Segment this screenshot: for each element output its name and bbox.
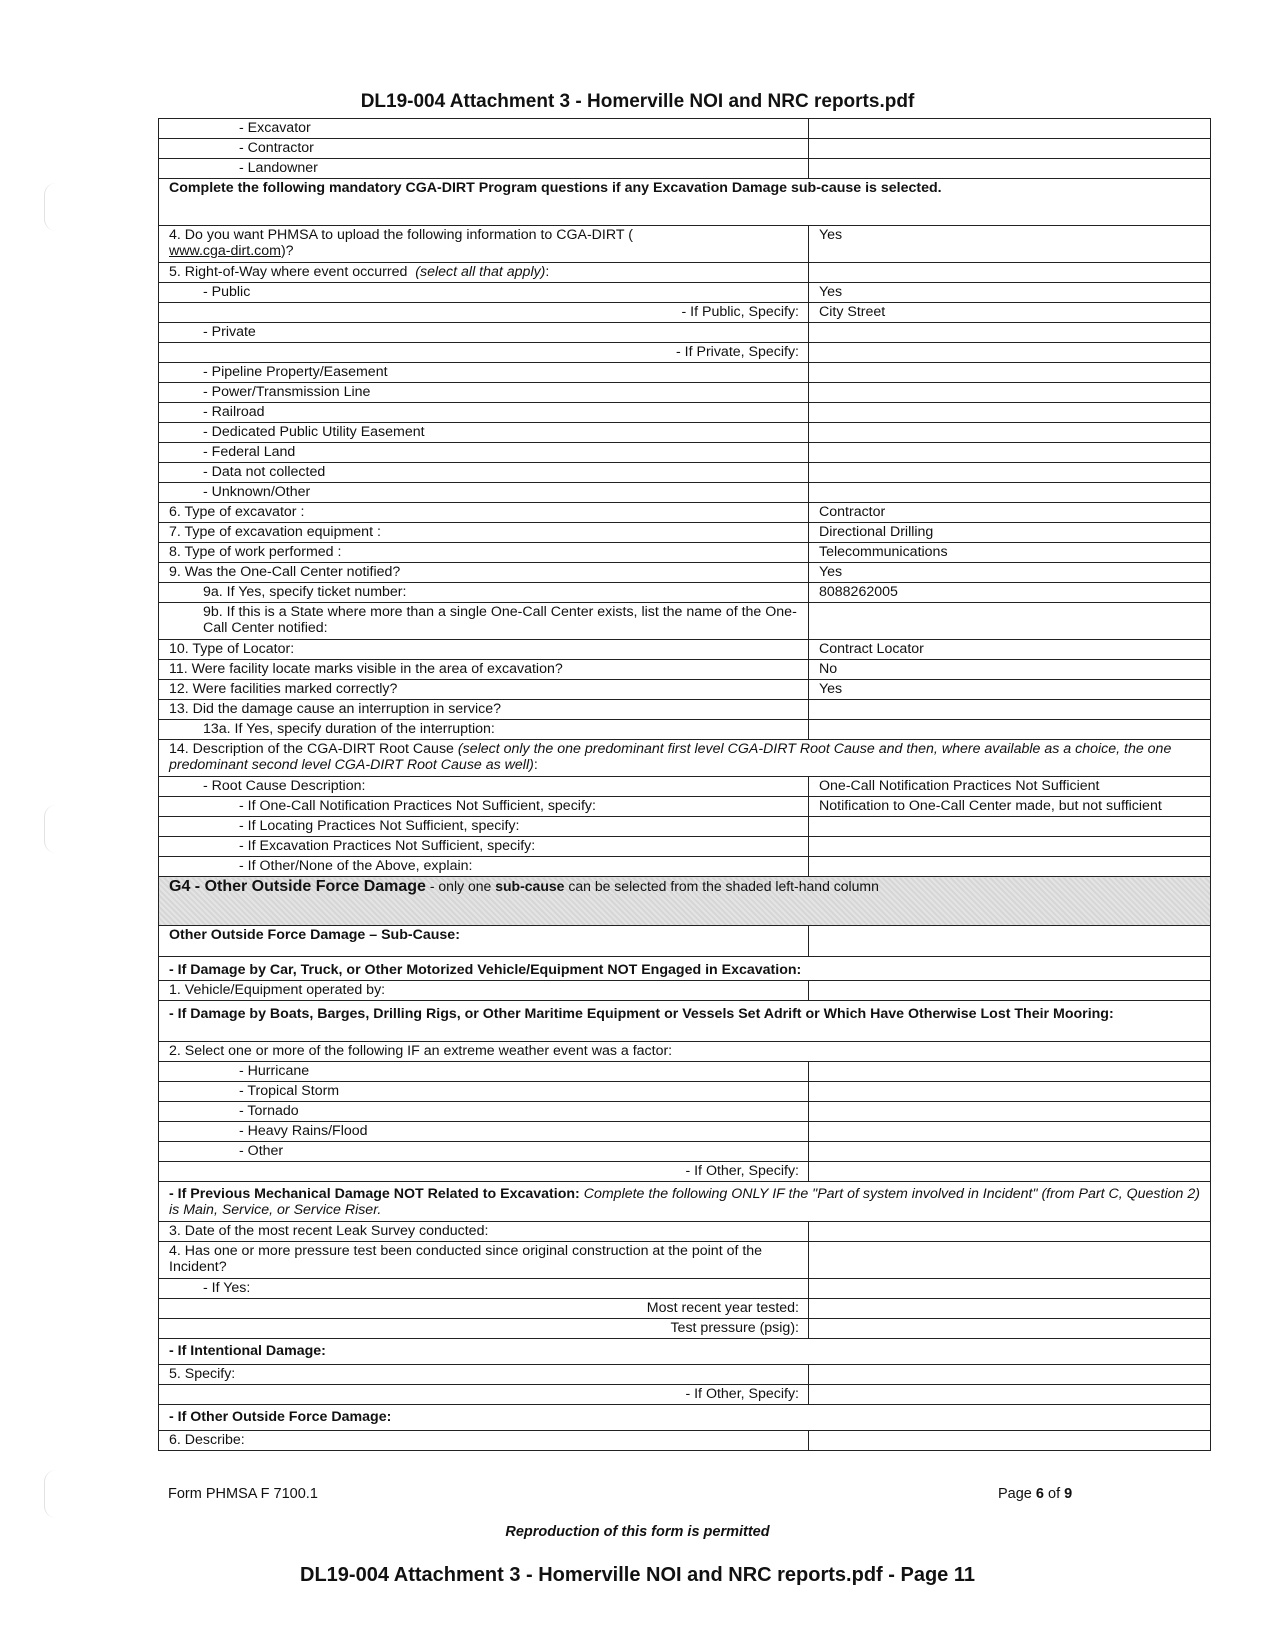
page-number: 6 bbox=[1035, 1486, 1044, 1502]
reproduction-notice: Reproduction of this form is permitted bbox=[505, 1524, 770, 1540]
row-label: 9. Was the One-Call Center notified? bbox=[159, 563, 809, 583]
mechanical-header: - If Previous Mechanical Damage NOT Related to Excavation: bbox=[169, 1186, 580, 1202]
row-label: - Heavy Rains/Flood bbox=[159, 1122, 809, 1142]
row-value bbox=[809, 403, 1211, 423]
row-value bbox=[809, 443, 1211, 463]
g4-note-c: can be selected from the shaded left-hand column bbox=[564, 878, 879, 894]
row-value bbox=[809, 483, 1211, 503]
row-label: - Power/Transmission Line bbox=[159, 383, 809, 403]
row-value: Yes bbox=[809, 283, 1211, 303]
row-value bbox=[809, 857, 1211, 877]
form-row bbox=[159, 283, 1211, 303]
row-label: 13. Did the damage cause an interruption in service? bbox=[159, 700, 809, 720]
form-row bbox=[159, 1431, 1211, 1451]
subsection-header-row bbox=[159, 957, 1211, 981]
row-value: Yes bbox=[809, 563, 1211, 583]
subsection-header: - If Damage by Boats, Barges, Drilling Rigs, or Other Maritime Equipment or Vessels Set Adrift or Which Have Otherwise Lost Their Mooring: bbox=[159, 1001, 1211, 1042]
subsection-header: - If Other Outside Force Damage: bbox=[159, 1405, 1211, 1431]
subsection-header-row bbox=[159, 1001, 1211, 1042]
row-value bbox=[809, 1082, 1211, 1102]
form-row bbox=[159, 817, 1211, 837]
row-label: - Root Cause Description: bbox=[159, 777, 809, 797]
row-value bbox=[809, 1162, 1211, 1182]
form-row bbox=[159, 1122, 1211, 1142]
question-text-end: : bbox=[545, 264, 550, 280]
form-row bbox=[159, 720, 1211, 740]
form-row bbox=[159, 1299, 1211, 1319]
form-row bbox=[159, 323, 1211, 343]
row-value bbox=[809, 139, 1211, 159]
row-value: Contractor bbox=[809, 503, 1211, 523]
form-row bbox=[159, 1162, 1211, 1182]
question-text: 14. Description of the CGA-DIRT Root Cause bbox=[169, 741, 454, 757]
question-hint: (select all that apply) bbox=[415, 264, 546, 280]
form-row bbox=[159, 443, 1211, 463]
row-label: - Contractor bbox=[159, 139, 809, 159]
row-value: Notification to One-Call Center made, but not sufficient bbox=[809, 797, 1211, 817]
page-middle: of bbox=[1043, 1486, 1065, 1502]
form-row bbox=[159, 263, 1211, 283]
form-row bbox=[159, 1062, 1211, 1082]
row-value bbox=[809, 700, 1211, 720]
question-text: 4. Do you want PHMSA to upload the following information to CGA-DIRT ( bbox=[169, 227, 633, 243]
row-label: - Railroad bbox=[159, 403, 809, 423]
g4-header-cell bbox=[159, 877, 1211, 926]
subsection-header: - If Intentional Damage: bbox=[159, 1339, 1211, 1365]
row-value bbox=[809, 1242, 1211, 1279]
g4-note-b: sub-cause bbox=[495, 878, 565, 894]
row-value bbox=[809, 1365, 1211, 1385]
row-value: City Street bbox=[809, 303, 1211, 323]
row-label: - If Yes: bbox=[159, 1279, 809, 1299]
scan-margin-mark bbox=[44, 1470, 59, 1518]
row-label bbox=[159, 263, 809, 283]
row-value bbox=[809, 1431, 1211, 1451]
row-value bbox=[809, 817, 1211, 837]
row-label bbox=[159, 226, 809, 263]
row-value bbox=[809, 1062, 1211, 1082]
form-row bbox=[159, 1082, 1211, 1102]
row-label: Most recent year tested: bbox=[159, 1299, 809, 1319]
row-label: 13a. If Yes, specify duration of the interruption: bbox=[159, 720, 809, 740]
row-label: - If Other, Specify: bbox=[159, 1385, 809, 1405]
row-label: - If One-Call Notification Practices Not Sufficient, specify: bbox=[159, 797, 809, 817]
cga-instruction: Complete the following mandatory CGA-DIRT Program questions if any Excavation Damage sub-cause is selected. bbox=[159, 179, 1211, 226]
cga-dirt-link[interactable]: www.cga-dirt.com bbox=[169, 243, 281, 259]
row-label: 10. Type of Locator: bbox=[159, 640, 809, 660]
scan-margin-mark bbox=[44, 805, 59, 853]
row-label: - Pipeline Property/Easement bbox=[159, 363, 809, 383]
row-label: 9b. If this is a State where more than a single One-Call Center exists, list the name of the One-Call Center notified: bbox=[159, 603, 809, 640]
form-row bbox=[159, 303, 1211, 323]
form-row bbox=[159, 139, 1211, 159]
row-label: - If Public, Specify: bbox=[159, 303, 809, 323]
row-value bbox=[809, 1385, 1211, 1405]
row-value bbox=[809, 119, 1211, 139]
row-label: - Public bbox=[159, 283, 809, 303]
row-value bbox=[809, 1319, 1211, 1339]
row-value bbox=[809, 383, 1211, 403]
form-row bbox=[159, 640, 1211, 660]
form-row bbox=[159, 837, 1211, 857]
form-row bbox=[159, 403, 1211, 423]
g4-note bbox=[426, 878, 879, 894]
row-label: - If Private, Specify: bbox=[159, 343, 809, 363]
form-row bbox=[159, 700, 1211, 720]
form-row bbox=[159, 603, 1211, 640]
page-prefix: Page bbox=[998, 1486, 1036, 1502]
form-row bbox=[159, 119, 1211, 139]
row-label: 3. Date of the most recent Leak Survey conducted: bbox=[159, 1222, 809, 1242]
row-label: 6. Describe: bbox=[159, 1431, 809, 1451]
row-value bbox=[809, 463, 1211, 483]
page-total: 9 bbox=[1064, 1486, 1073, 1502]
form-row bbox=[159, 660, 1211, 680]
row-value bbox=[809, 1299, 1211, 1319]
form-row bbox=[159, 343, 1211, 363]
row-label: - Excavator bbox=[159, 119, 809, 139]
row-value: No bbox=[809, 660, 1211, 680]
form-row bbox=[159, 797, 1211, 817]
row-value: Directional Drilling bbox=[809, 523, 1211, 543]
form-row bbox=[159, 1102, 1211, 1122]
form-row bbox=[159, 1385, 1211, 1405]
subsection-header bbox=[159, 1182, 1211, 1222]
row-value bbox=[809, 1122, 1211, 1142]
form-row bbox=[159, 680, 1211, 700]
row-value bbox=[809, 981, 1211, 1001]
document-header-title: DL19-004 Attachment 3 - Homerville NOI and NRC reports.pdf bbox=[360, 91, 915, 112]
form-row bbox=[159, 543, 1211, 563]
form-row bbox=[159, 1142, 1211, 1162]
row-value bbox=[809, 159, 1211, 179]
form-row bbox=[159, 563, 1211, 583]
form-row bbox=[159, 1279, 1211, 1299]
row-value bbox=[809, 926, 1211, 957]
row-value bbox=[809, 343, 1211, 363]
row-value bbox=[809, 323, 1211, 343]
row-label: 12. Were facilities marked correctly? bbox=[159, 680, 809, 700]
form-row bbox=[159, 926, 1211, 957]
root-cause-question bbox=[159, 740, 1211, 777]
row-value bbox=[809, 603, 1211, 640]
form-row bbox=[159, 423, 1211, 443]
g4-note-a: - only one bbox=[425, 878, 496, 894]
row-label: - Tornado bbox=[159, 1102, 809, 1122]
form-number: Form PHMSA F 7100.1 bbox=[168, 1486, 318, 1502]
row-label: - Private bbox=[159, 323, 809, 343]
row-label: 2. Select one or more of the following IF an extreme weather event was a factor: bbox=[159, 1042, 1211, 1062]
row-label: 8. Type of work performed : bbox=[159, 543, 809, 563]
row-value bbox=[809, 1279, 1211, 1299]
row-value bbox=[809, 1142, 1211, 1162]
row-value: Contract Locator bbox=[809, 640, 1211, 660]
form-row bbox=[159, 740, 1211, 777]
row-value bbox=[809, 1102, 1211, 1122]
row-label: - If Other, Specify: bbox=[159, 1162, 809, 1182]
form-row bbox=[159, 1319, 1211, 1339]
form-row bbox=[159, 583, 1211, 603]
row-label: - Federal Land bbox=[159, 443, 809, 463]
row-label: 5. Specify: bbox=[159, 1365, 809, 1385]
subsection-header-row bbox=[159, 1339, 1211, 1365]
form-row bbox=[159, 159, 1211, 179]
row-label: - Landowner bbox=[159, 159, 809, 179]
row-value bbox=[809, 837, 1211, 857]
document-footer-title: DL19-004 Attachment 3 - Homerville NOI and NRC reports.pdf - Page 11 bbox=[300, 1564, 975, 1586]
subsection-header: - If Damage by Car, Truck, or Other Motorized Vehicle/Equipment NOT Engaged in Excavation: bbox=[159, 957, 1211, 981]
form-row bbox=[159, 463, 1211, 483]
form-row bbox=[159, 981, 1211, 1001]
row-label: - Data not collected bbox=[159, 463, 809, 483]
form-row bbox=[159, 777, 1211, 797]
row-value bbox=[809, 423, 1211, 443]
row-label: - Unknown/Other bbox=[159, 483, 809, 503]
form-row bbox=[159, 1242, 1211, 1279]
g4-title: G4 - Other Outside Force Damage bbox=[169, 878, 426, 895]
question-text: 5. Right-of-Way where event occurred bbox=[169, 264, 408, 280]
row-label: 1. Vehicle/Equipment operated by: bbox=[159, 981, 809, 1001]
form-row bbox=[159, 363, 1211, 383]
row-label: - If Excavation Practices Not Sufficient, specify: bbox=[159, 837, 809, 857]
form-row bbox=[159, 1042, 1211, 1062]
form-row bbox=[159, 857, 1211, 877]
incident-form-table bbox=[158, 118, 1211, 1451]
row-label: - Hurricane bbox=[159, 1062, 809, 1082]
form-row bbox=[159, 523, 1211, 543]
form-row bbox=[159, 1222, 1211, 1242]
row-label: 6. Type of excavator : bbox=[159, 503, 809, 523]
subsection-header-row bbox=[159, 1182, 1211, 1222]
row-value: Telecommunications bbox=[809, 543, 1211, 563]
form-row bbox=[159, 483, 1211, 503]
row-label: - If Locating Practices Not Sufficient, specify: bbox=[159, 817, 809, 837]
question-hint: (select only the one predominant first level CGA-DIRT Root Cause and then, where available as a choice, the one predominant second level CGA-DIRT Root Cause as well) bbox=[169, 741, 1172, 773]
row-value: One-Call Notification Practices Not Sufficient bbox=[809, 777, 1211, 797]
row-label: Other Outside Force Damage – Sub-Cause: bbox=[159, 926, 809, 957]
row-label: 4. Has one or more pressure test been conducted since original construction at the point of the Incident? bbox=[159, 1242, 809, 1279]
question-text-end: : bbox=[533, 757, 538, 773]
section-instruction-row bbox=[159, 179, 1211, 226]
row-label: - If Other/None of the Above, explain: bbox=[159, 857, 809, 877]
row-value: 8088262005 bbox=[809, 583, 1211, 603]
row-value: Yes bbox=[809, 680, 1211, 700]
mechanical-hint: Complete the following ONLY IF the "Part of system involved in Incident" (from Part C, Question 2) is Main, Service, or Service Riser. bbox=[169, 1186, 1200, 1218]
g4-section-header bbox=[159, 877, 1211, 926]
question-text-end: )? bbox=[280, 243, 294, 259]
row-value bbox=[809, 1222, 1211, 1242]
scan-margin-mark bbox=[44, 183, 59, 231]
row-value bbox=[809, 363, 1211, 383]
row-label: - Tropical Storm bbox=[159, 1082, 809, 1102]
row-label: - Other bbox=[159, 1142, 809, 1162]
row-label: 11. Were facility locate marks visible in the area of excavation? bbox=[159, 660, 809, 680]
form-row bbox=[159, 383, 1211, 403]
form-row bbox=[159, 503, 1211, 523]
row-label: 9a. If Yes, specify ticket number: bbox=[159, 583, 809, 603]
row-value bbox=[809, 263, 1211, 283]
form-row bbox=[159, 226, 1211, 263]
row-value bbox=[809, 720, 1211, 740]
row-label: - Dedicated Public Utility Easement bbox=[159, 423, 809, 443]
row-label: 7. Type of excavation equipment : bbox=[159, 523, 809, 543]
form-row bbox=[159, 1365, 1211, 1385]
subsection-header-row bbox=[159, 1405, 1211, 1431]
row-label: Test pressure (psig): bbox=[159, 1319, 809, 1339]
page-indicator bbox=[998, 1486, 1072, 1502]
row-value: Yes bbox=[809, 226, 1211, 263]
